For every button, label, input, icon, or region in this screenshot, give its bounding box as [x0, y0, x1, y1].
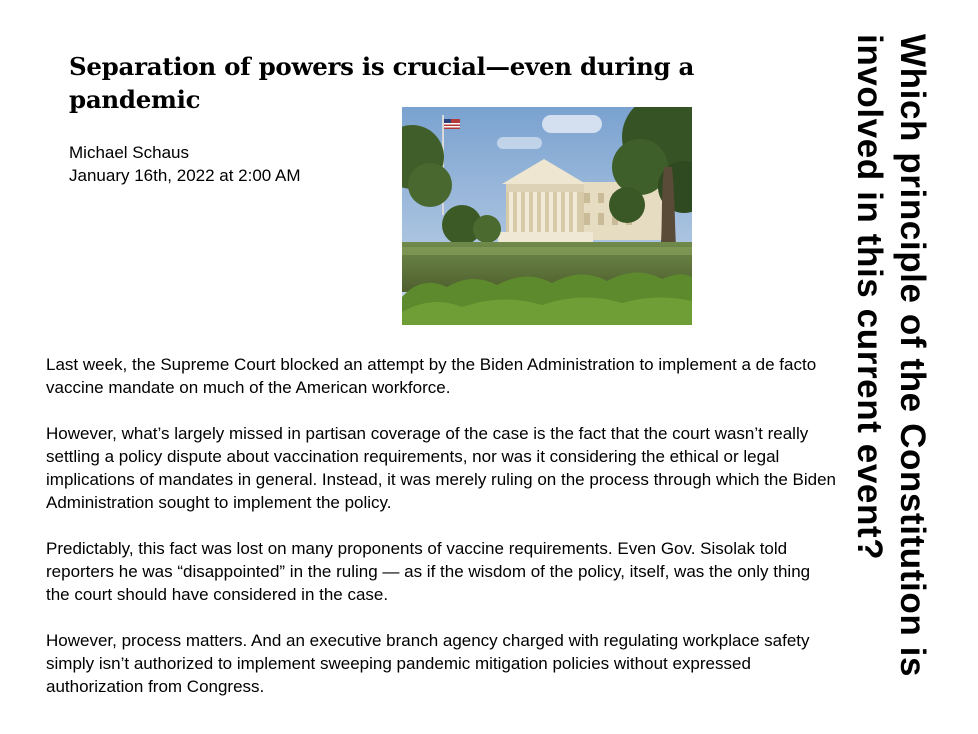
paragraph: However, what’s largely missed in partisan coverage of the case is the fact that the court wasn’t really settling a policy dispute about vaccination requirements, nor was it considering the ethical or legal implications of mandates in general. Instead, it was merely ruling on the process through which the Biden Administration sought to implement the policy.: [46, 424, 836, 512]
paragraph: Last week, the Supreme Court blocked an attempt by the Biden Administration to implement a de facto vaccine mandate on much of the American workforce.: [46, 355, 817, 397]
article-body: [46, 353, 836, 721]
supreme-court-photo: [402, 107, 692, 325]
byline: [69, 141, 301, 187]
discussion-question: Which principle of the Constitution is involved in this current event?: [850, 34, 932, 678]
publish-date: January 16th, 2022 at 2:00 AM: [69, 166, 301, 185]
article-headline: Separation of powers is crucial—even during a pandemic: [69, 52, 695, 114]
author-name: Michael Schaus: [69, 143, 190, 162]
paragraph: However, process matters. And an executive branch agency charged with regulating workplace safety simply isn’t authorized to implement sweeping pandemic mitigation policies without expressed authorization from Congress.: [46, 631, 810, 696]
paragraph: Predictably, this fact was lost on many proponents of vaccine requirements. Even Gov. Sisolak told reporters he was “disappointed” in the ruling — as if the wisdom of the policy, itself, was the only thing the court should have considered in the case.: [46, 539, 811, 604]
